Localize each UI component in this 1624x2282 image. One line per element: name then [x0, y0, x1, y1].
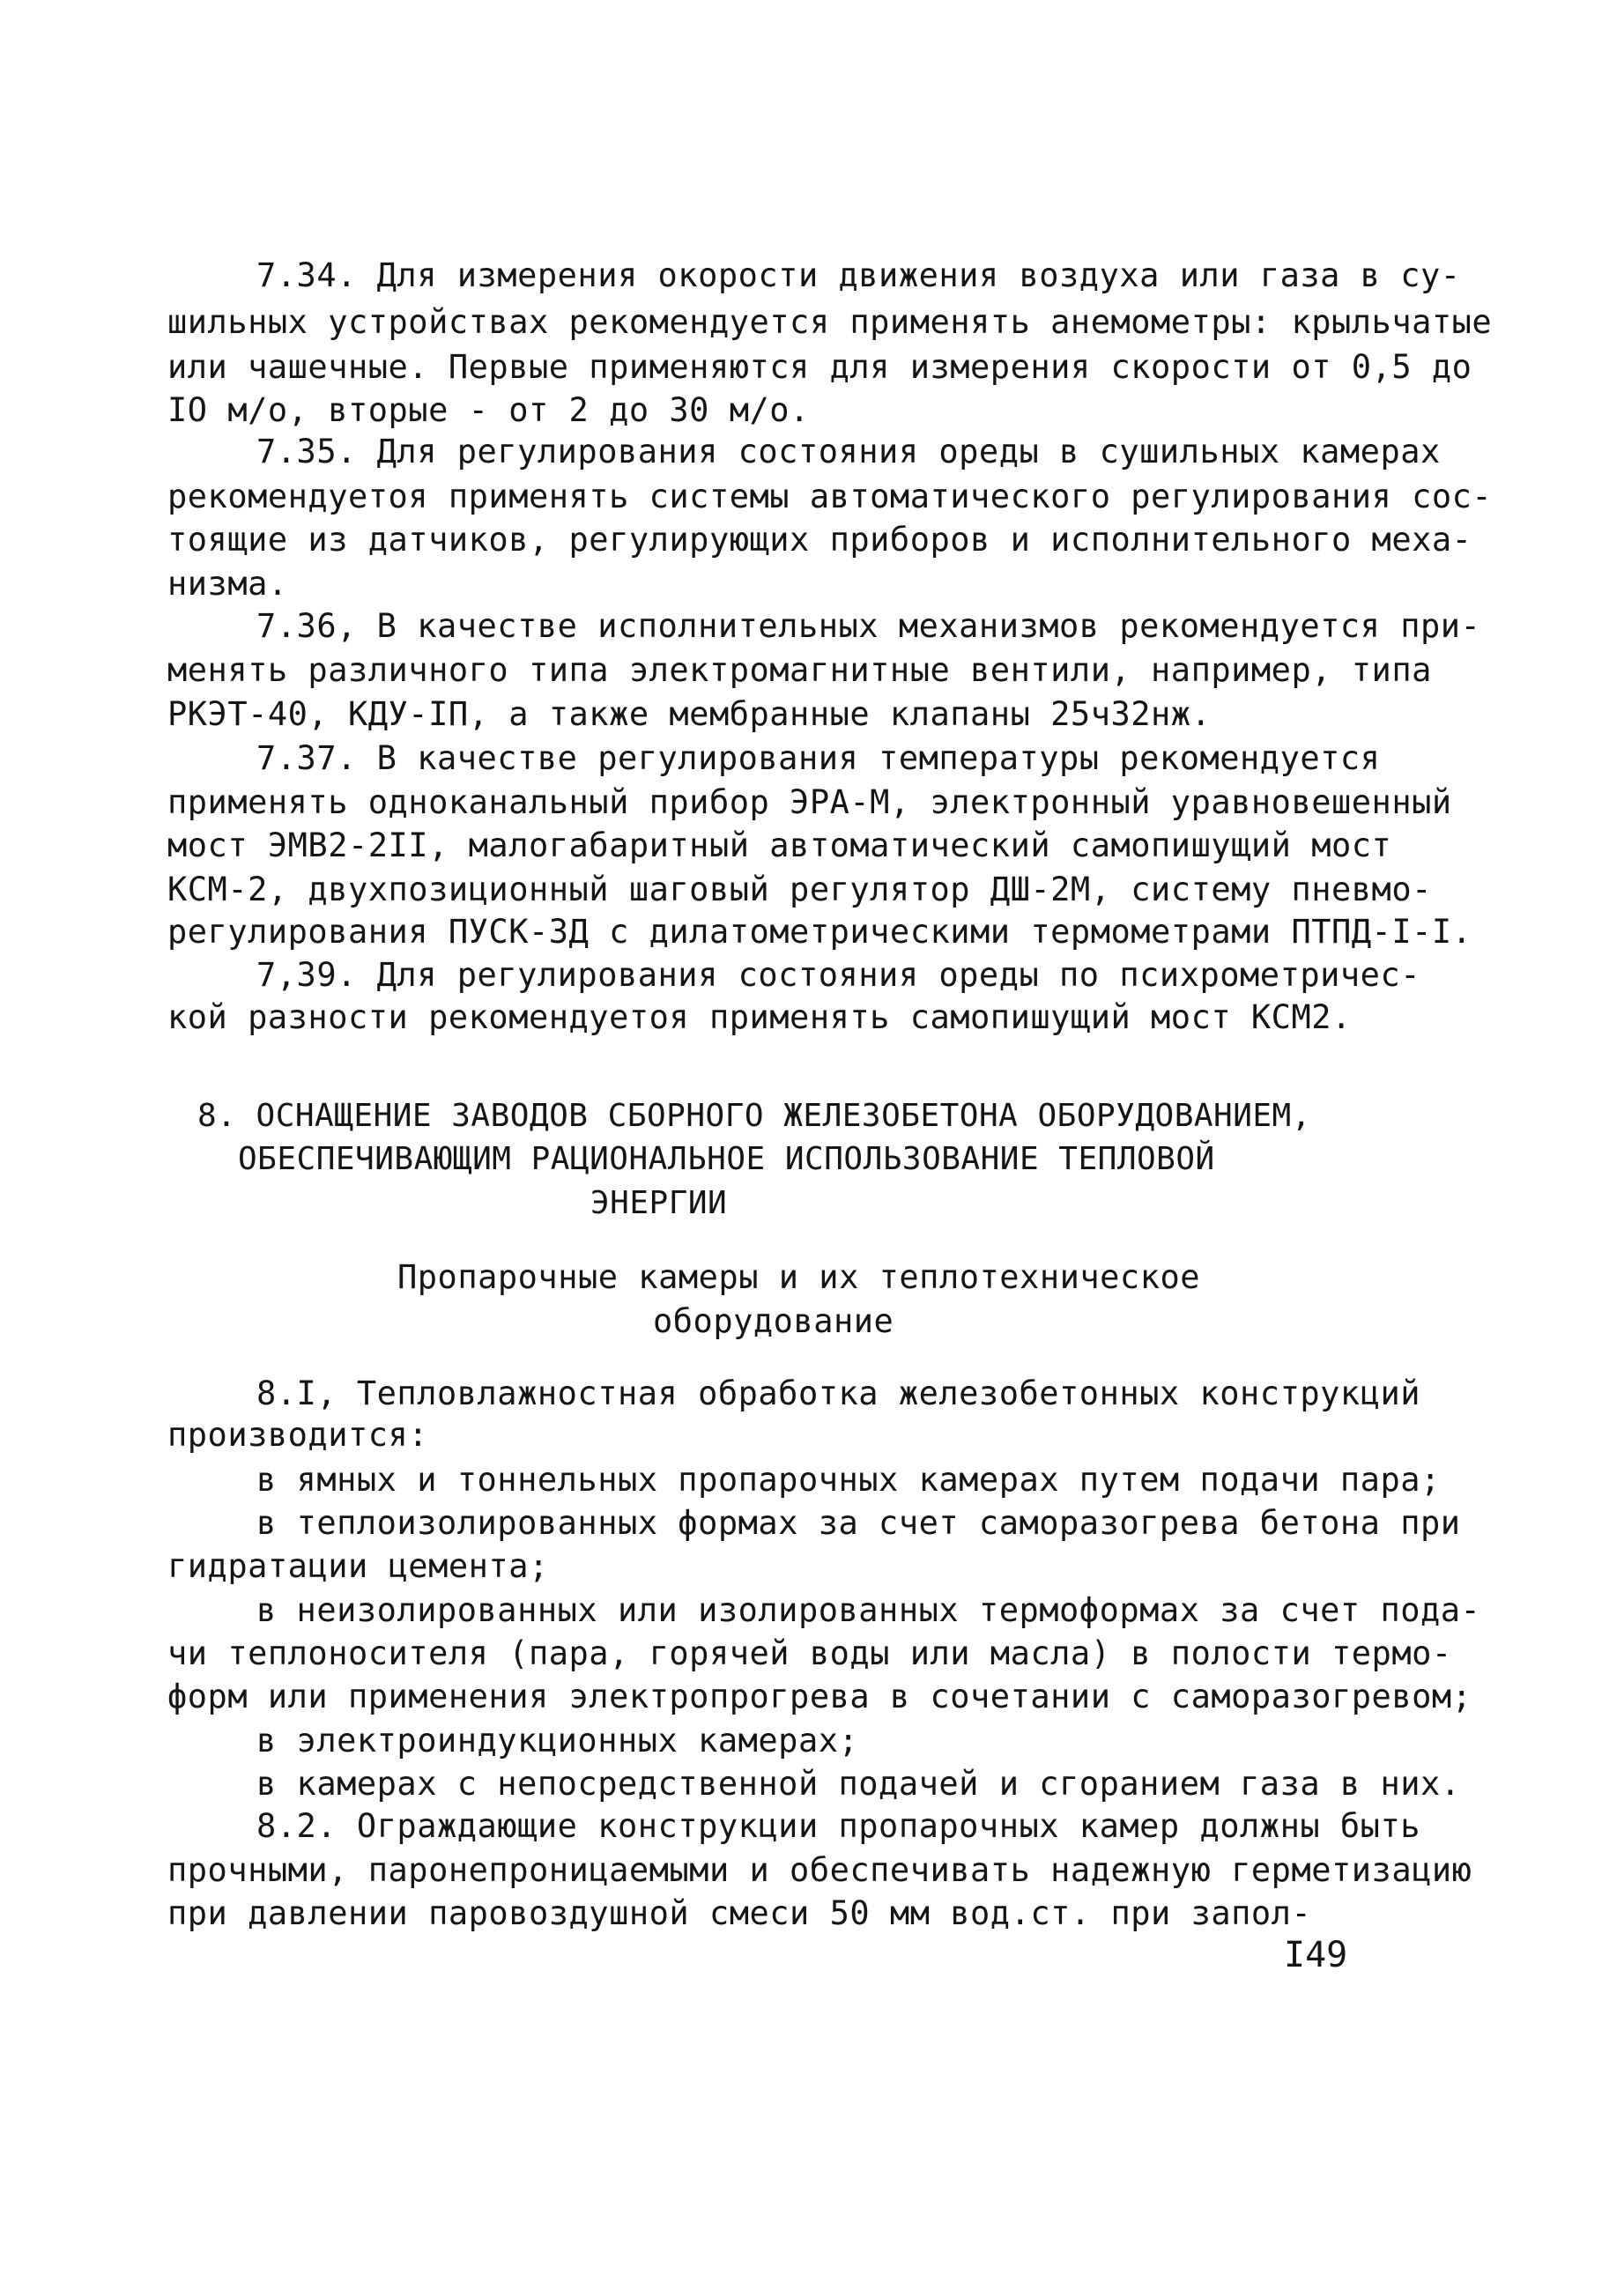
- paragraph-8-1-line-1: 8.I, Тепловлажностная обработка железобетонных конструкций: [256, 1374, 1421, 1412]
- paragraph-7-34-line-4: IO м/о, вторые - от 2 до 30 м/о.: [167, 391, 810, 429]
- paragraph-7-34-line-3: или чашечные. Первые применяются для измерения скорости от 0,5 до: [167, 348, 1472, 386]
- paragraph-7-37-line-3: мост ЭМВ2-2II, малогабаритный автоматический самопишущий мост: [167, 826, 1392, 864]
- paragraph-7-34-line-2: шильных устройствах рекомендуется применять анемометры: крыльчатые: [167, 303, 1493, 341]
- paragraph-7-35-line-3: тоящие из датчиков, регулирующих приборов и исполнительного меха-: [167, 521, 1472, 559]
- paragraph-7-35-line-4: низма.: [167, 565, 288, 603]
- paragraph-7-36-line-3: РКЭТ-40, КДУ-IП, а также мембранные клапаны 25ч32нж.: [167, 695, 1212, 733]
- paragraph-8-1-line-6: в неизолированных или изолированных термоформах за счет пода-: [256, 1591, 1481, 1629]
- paragraph-7-37-line-1: 7.37. В качестве регулирования температуры рекомендуется: [256, 739, 1381, 777]
- paragraph-7-35-line-2: рекомендуетоя применять системы автоматического регулирования сос-: [167, 478, 1493, 515]
- paragraph-8-1-line-9: в электроиндукционных камерах;: [256, 1722, 859, 1760]
- paragraph-8-1-line-7: чи теплоносителя (пара, горячей воды или масла) в полости термо-: [167, 1634, 1452, 1672]
- section-heading-line-3: ЭНЕРГИИ: [590, 1185, 728, 1221]
- paragraph-8-2-line-3: при давлении паровоздушной смеси 50 мм вод.ст. при запол-: [167, 1894, 1312, 1932]
- subsection-heading-line-2: оборудование: [653, 1302, 894, 1340]
- paragraph-7-36-line-2: менять различного типа электромагнитные вентили, например, типа: [167, 651, 1432, 689]
- paragraph-7-35-line-1: 7.35. Для регулирования состояния ореды в сушильных камерах: [256, 433, 1441, 470]
- paragraph-7-37-line-2: применять одноканальный прибор ЭРА-М, электронный уравновешенный: [167, 783, 1452, 821]
- section-heading-line-1: 8. ОСНАЩЕНИЕ ЗАВОДОВ СБОРНОГО ЖЕЛЕЗОБЕТОНА ОБОРУДОВАНИЕМ,: [197, 1098, 1311, 1134]
- paragraph-7-34-line-1: 7.34. Для измерения окорости движения воздуха или газа в су-: [256, 256, 1461, 294]
- paragraph-7-37-line-5: регулирования ПУСК-3Д с дилатометрическими термометрами ПТПД-I-I.: [167, 913, 1472, 951]
- paragraph-8-1-line-4: в теплоизолированных формах за счет саморазогрева бетона при: [256, 1504, 1461, 1542]
- subsection-heading-line-1: Пропарочные камеры и их теплотехническое: [397, 1258, 1201, 1296]
- paragraph-8-1-line-8: форм или применения электропрогрева в сочетании с саморазогревом;: [167, 1678, 1472, 1715]
- paragraph-7-36-line-1: 7.36, В качестве исполнительных механизмов рекомендуется при-: [256, 607, 1481, 645]
- paragraph-8-2-line-2: прочными, паронепроницаемыми и обеспечивать надежную герметизацию: [167, 1851, 1472, 1889]
- paragraph-7-39-line-2: кой разности рекомендуетоя применять самопишущий мост КСМ2.: [167, 998, 1352, 1036]
- paragraph-7-37-line-4: КСМ-2, двухпозиционный шаговый регулятор ДШ-2М, систему пневмо-: [167, 871, 1432, 908]
- paragraph-8-2-line-1: 8.2. Ограждающие конструкции пропарочных камер должны быть: [256, 1807, 1421, 1845]
- paragraph-8-1-line-5: гидратации цемента;: [167, 1547, 549, 1585]
- paragraph-8-1-line-10: в камерах с непосредственной подачей и сгоранием газа в них.: [256, 1765, 1461, 1803]
- paragraph-8-1-line-3: в ямных и тоннельных пропарочных камерах путем подачи пара;: [256, 1461, 1441, 1499]
- paragraph-7-39-line-1: 7,39. Для регулирования состояния ореды по психрометричес-: [256, 956, 1421, 994]
- section-heading-line-2: ОБЕСПЕЧИВАЮЩИМ РАЦИОНАЛЬНОЕ ИСПОЛЬЗОВАНИЕ ТЕПЛОВОЙ: [238, 1141, 1215, 1177]
- paragraph-8-1-line-2: производится:: [167, 1416, 429, 1454]
- page-number: I49: [1284, 1935, 1348, 1975]
